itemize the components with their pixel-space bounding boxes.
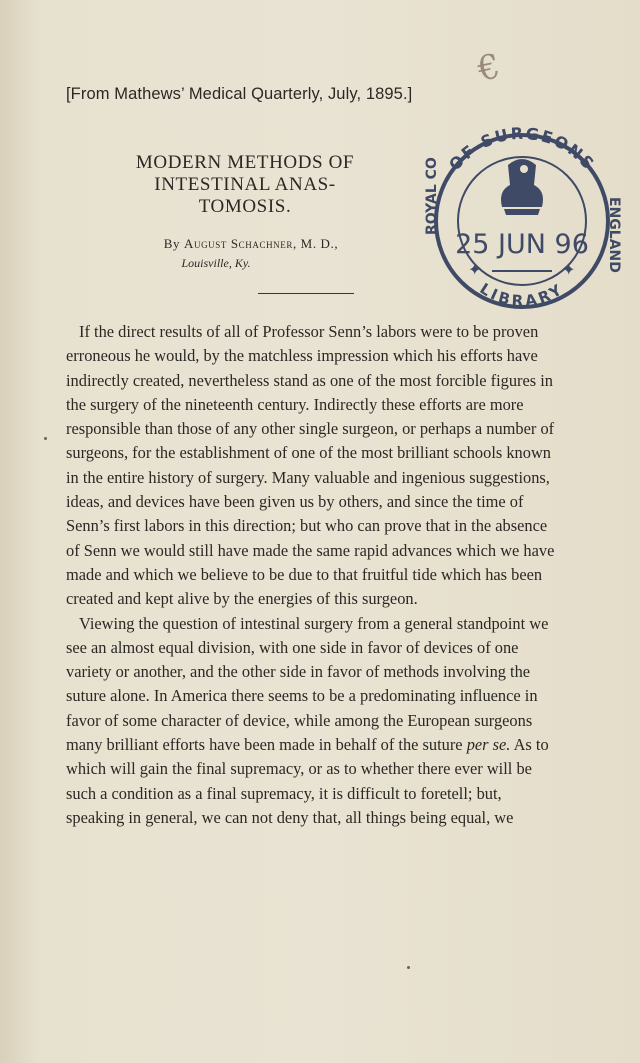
stamp-top-arc: OF SURGEONS <box>445 125 599 175</box>
article-title <box>90 152 400 218</box>
stamp-star-right-icon: ✦ <box>562 260 576 279</box>
source-header: [From Mathews’ Medical Quarterly, July, 1895.] <box>66 85 413 103</box>
stamp-left-arc: ROYAL CO <box>424 157 440 235</box>
paragraph-2-italic: per se. <box>466 735 511 755</box>
paragraph-2 <box>66 612 560 831</box>
pencil-margin-note: € <box>474 46 504 90</box>
author-location: Louisville, Ky. <box>181 256 251 270</box>
stamp-bottom-arc: LIBRARY <box>476 279 568 311</box>
library-stamp-seal <box>412 125 632 315</box>
paragraph-2-text-b: As to which will gain the final supremacy, or as to whether there ever will be such a condition as a final supremacy, it is difficult to foretell; but, speaking in general, we can not deny that, all things being equal, we <box>66 735 549 827</box>
author-by: By <box>163 236 181 251</box>
article-body <box>66 320 560 830</box>
paragraph-1-text: If the direct results of all of Professor Senn’s labors were to be proven erroneous he would, by the matchless impression which his efforts have indirectly created, nevertheless stand as one of the most forcible figures in the surgery of the nineteenth century. Indirectly these efforts are more responsible than those of any other single surgeon, or perhaps a number of surgeons, for the establishment of one of the most brilliant schools known in the entire history of surgery. Many valuable and ingenious suggestions, ideas, and devices have been given us by others, and since the time of Senn’s first labors in this direction; but who can prove that in the absence of Senn we would still have made the same rapid advances which we have made and which we believe to be due to that fruitful tide which has been created and kept alive by the energies of this surgeon. <box>66 322 555 609</box>
title-line-1: MODERN METHODS OF INTESTINAL ANAS- <box>135 152 355 195</box>
paragraph-1 <box>66 320 560 612</box>
eagle-emblem-icon <box>501 159 543 215</box>
author-line <box>96 236 406 252</box>
title-divider-rule <box>258 293 354 294</box>
stamp-right-arc: ENGLAND <box>606 197 622 273</box>
paragraph-2-text-a: Viewing the question of intestinal surgery from a general standpoint we see an almost equal division, with one side in favor of devices of one variety or another, and the other side in favor of methods involving the suture alone. In America there seems to be a predominating influence in favor of some character of device, while among the European surgeons many brilliant efforts have been made in behalf of the suture <box>66 613 549 755</box>
margin-speck <box>407 966 410 969</box>
margin-speck <box>44 437 47 440</box>
stamp-date: 25 JUN 96 <box>455 229 589 260</box>
author-name: August Schachner, M. D., <box>184 236 339 251</box>
title-line-2: TOMOSIS. <box>198 196 292 217</box>
stamp-star-left-icon: ✦ <box>468 260 482 279</box>
